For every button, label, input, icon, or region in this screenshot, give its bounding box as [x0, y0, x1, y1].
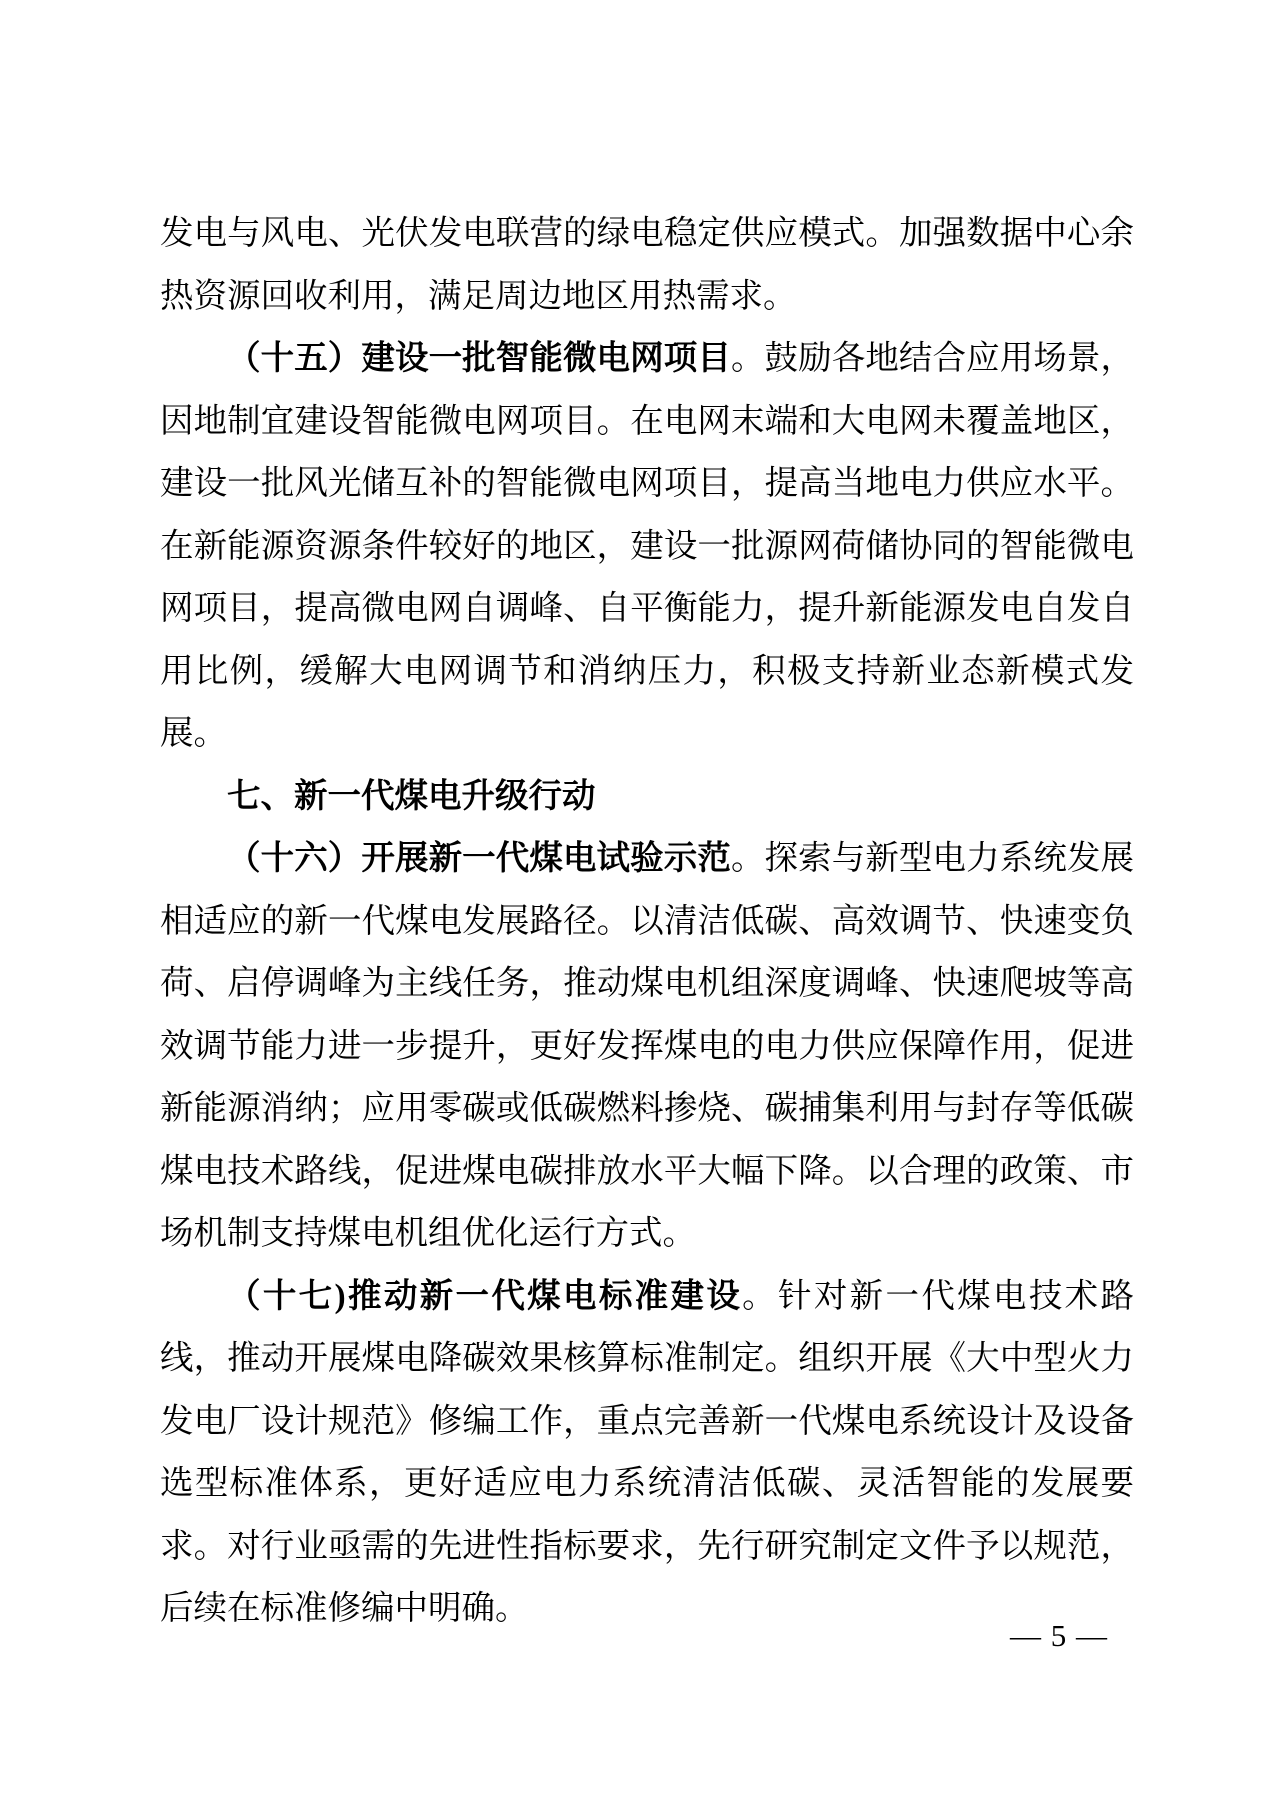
para-item-17: [160, 1266, 1134, 1641]
paragraph-lead-text: （十七)推动新一代煤电标准建设: [227, 1277, 743, 1315]
paragraph-text: 。针对新一代煤电技术路线，推动开展煤电降碳效果核算标准制定。组织开展《大中型火力发电厂设计规范》修编工作，重点完善新一代煤电系统设计及设备选型标准体系，更好适应电力系统清洁低碳、灵活智能的发展要求。对行业亟需的先进性指标要求，先行研究制定文件予以规范，后续在标准修编中明确。: [160, 1277, 1135, 1627]
para-item-16: [160, 828, 1134, 1266]
para-item-15: [160, 328, 1134, 766]
paragraph-lead-text: 七、新一代煤电升级行动: [227, 777, 596, 815]
para-continuation: [160, 203, 1134, 328]
paragraph-text: 。鼓励各地结合应用场景，因地制宜建设智能微电网项目。在电网末端和大电网未覆盖地区，建设一批风光储互补的智能微电网项目，提高当地电力供应水平。在新能源资源条件较好的地区，建设一批源网荷储协同的智能微电网项目，提高微电网自调峰、自平衡能力，提升新能源发电自发自用比例，缓解大电网调节和消纳压力，积极支持新业态新模式发展。: [160, 340, 1135, 752]
paragraph-lead-text: （十六）开展新一代煤电试验示范: [227, 840, 731, 877]
paragraph-lead-text: （十五）建设一批智能微电网项目: [227, 340, 731, 377]
document-body: [160, 203, 1134, 1641]
page-number: — 5 —: [1010, 1618, 1108, 1653]
paragraph-text: 。探索与新型电力系统发展相适应的新一代煤电发展路径。以清洁低碳、高效调节、快速变负荷、启停调峰为主线任务，推动煤电机组深度调峰、快速爬坡等高效调节能力进一步提升，更好发挥煤电的电力供应保障作用，促进新能源消纳；应用零碳或低碳燃料掺烧、碳捕集利用与封存等低碳煤电技术路线，促进煤电碳排放水平大幅下降。以合理的政策、市场机制支持煤电机组优化运行方式。: [160, 840, 1135, 1252]
paragraph-text: 发电与风电、光伏发电联营的绿电稳定供应模式。加强数据中心余热资源回收利用，满足周边地区用热需求。: [160, 215, 1134, 315]
heading-section-7: [160, 766, 1134, 829]
